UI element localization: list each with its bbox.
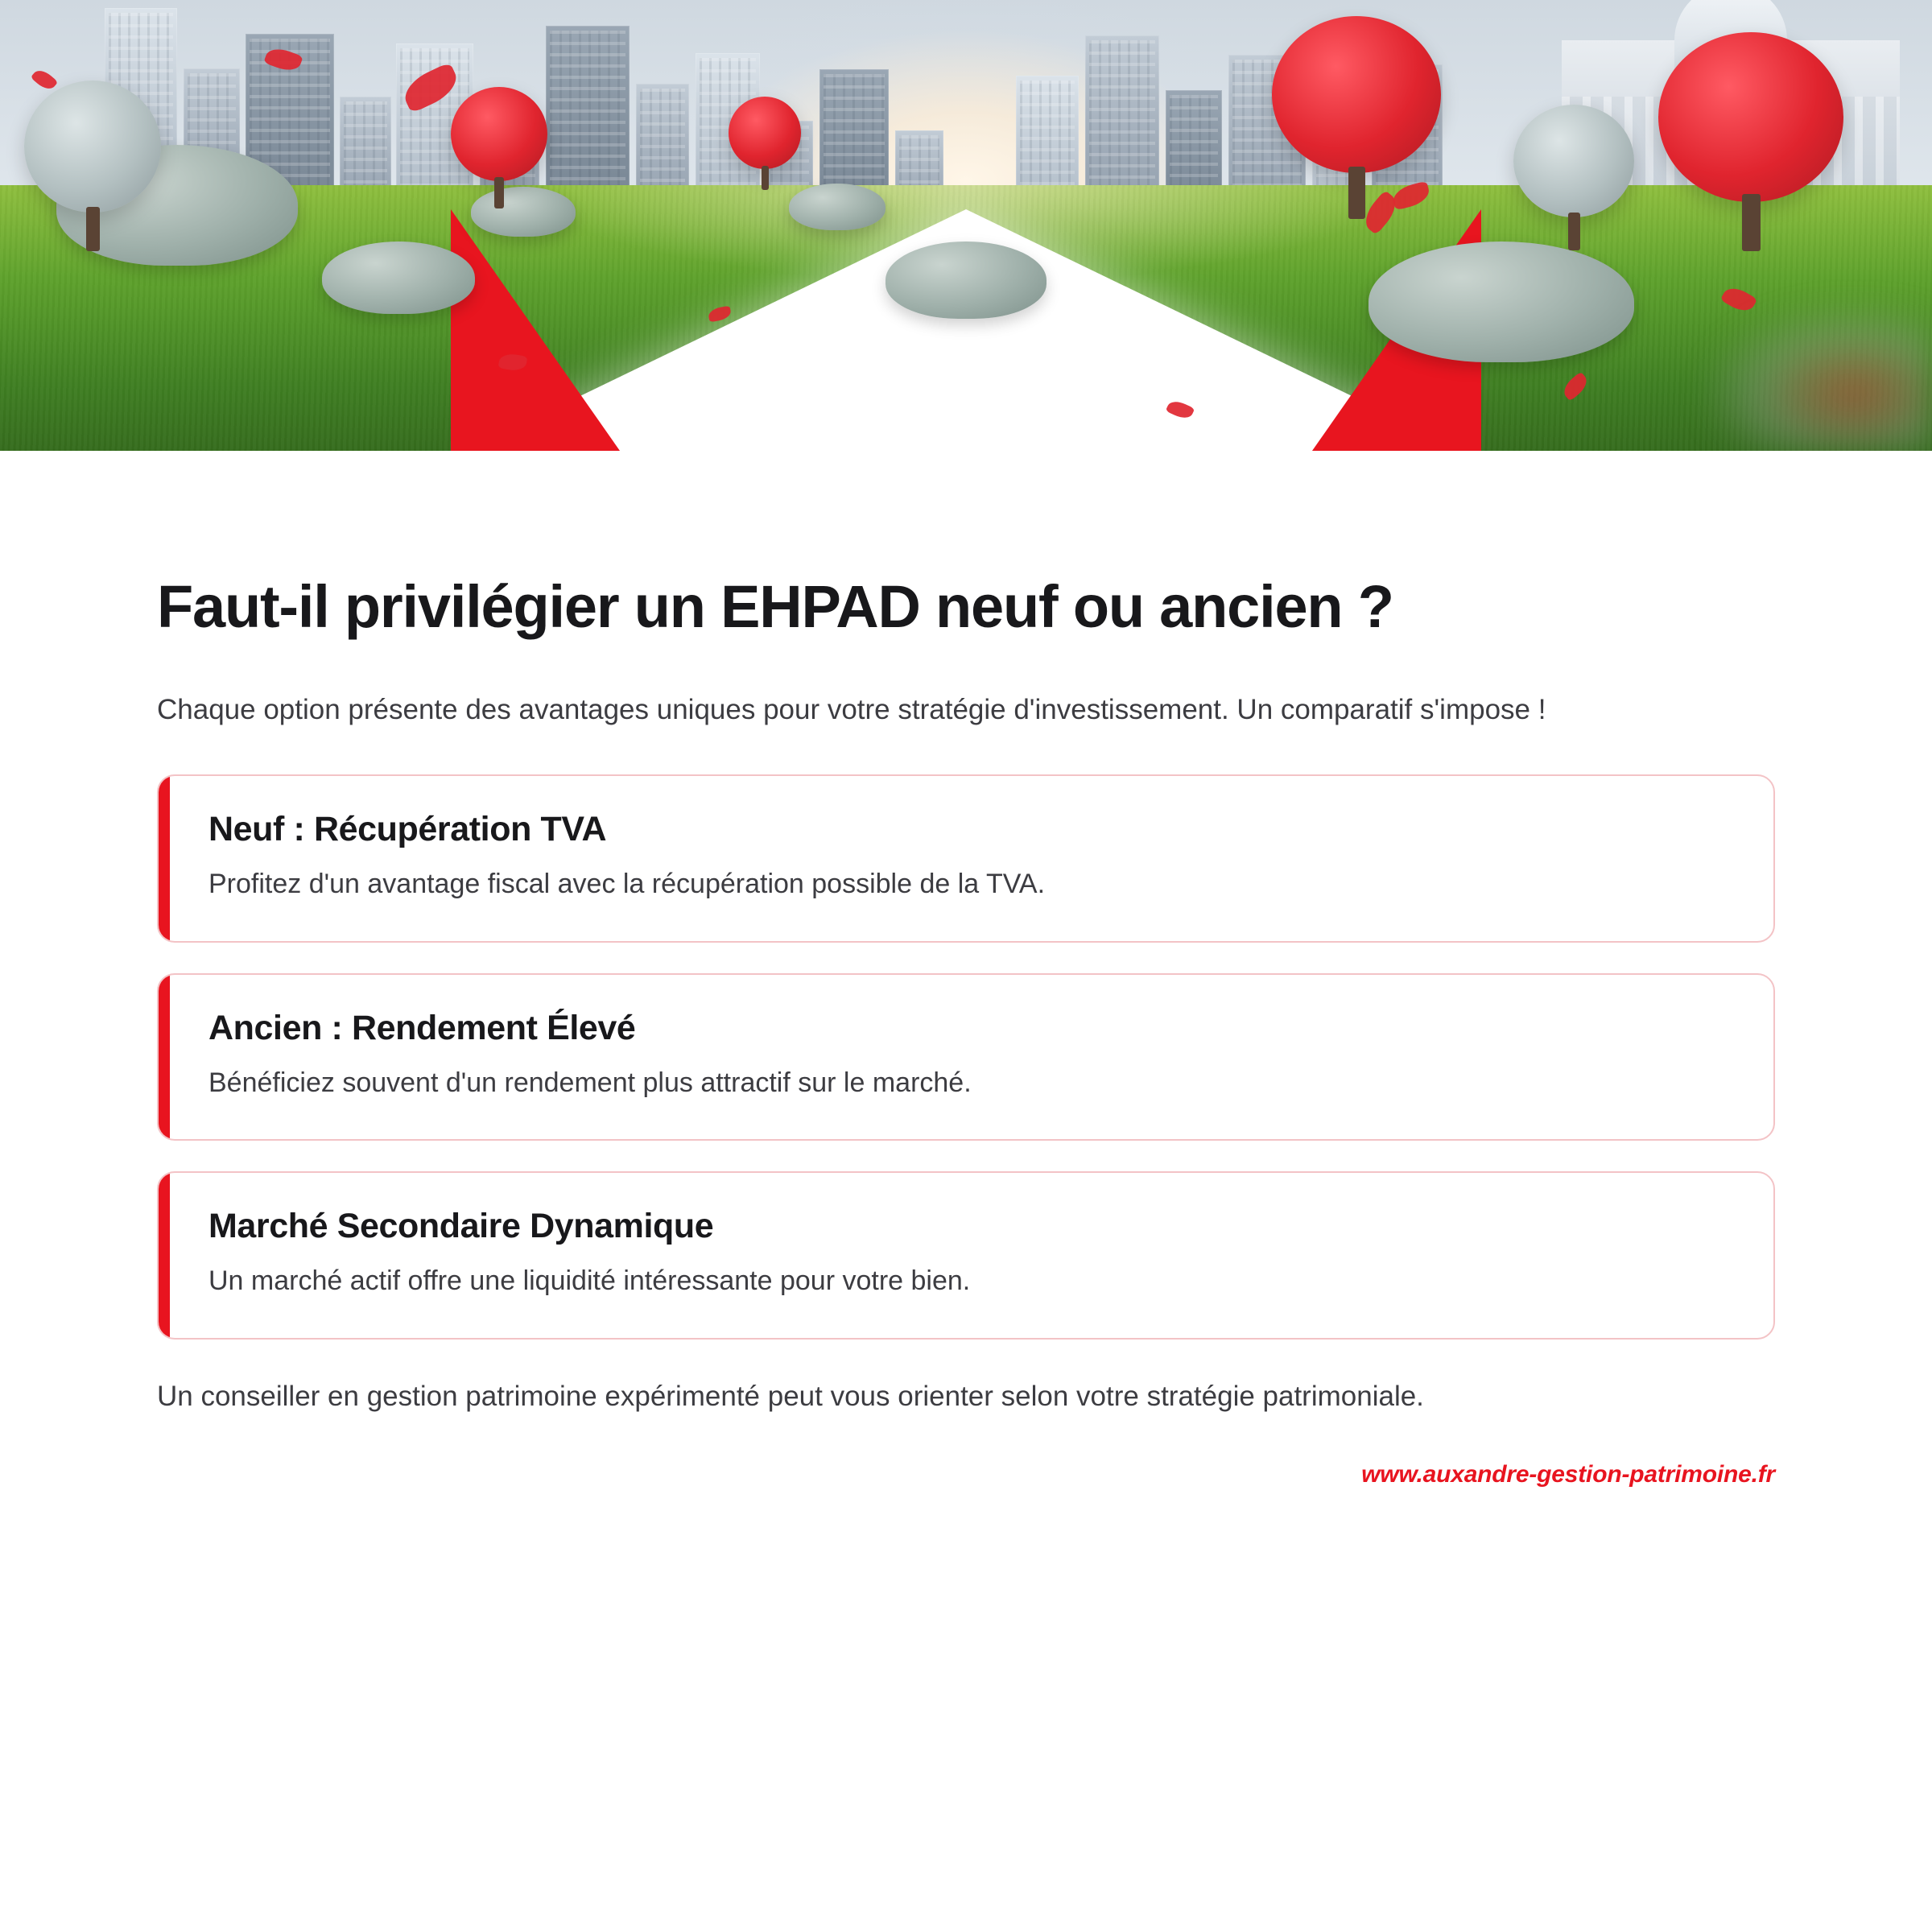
tree	[729, 97, 801, 189]
website-url[interactable]: www.auxandre-gestion-patrimoine.fr	[1361, 1460, 1775, 1488]
benefit-card-list	[157, 774, 1775, 1340]
accent-bar	[159, 1173, 170, 1338]
bush	[789, 184, 886, 230]
red-carpet-left	[451, 209, 620, 451]
benefit-card-description: Un marché actif offre une liquidité intéressante pour votre bien.	[208, 1265, 971, 1297]
footnote-text: Un conseiller en gestion patrimoine expérimenté peut vous orienter selon votre stratégie patrimoniale.	[157, 1380, 1424, 1412]
page-title: Faut-il privilégier un EHPAD neuf ou ancien ?	[157, 573, 1393, 640]
tree	[1513, 105, 1634, 250]
page-subtitle: Chaque option présente des avantages uniques pour votre stratégie d'investissement. Un comparatif s'impose !	[157, 694, 1546, 726]
benefit-card-title: Marché Secondaire Dynamique	[208, 1207, 714, 1246]
bush	[1368, 242, 1634, 362]
benefit-card-description: Profitez d'un avantage fiscal avec la récupération possible de la TVA.	[208, 869, 1046, 900]
lens-blur-overlay	[1707, 306, 1932, 451]
benefit-card	[157, 1171, 1775, 1340]
tree	[1658, 32, 1843, 250]
hero-image	[0, 0, 1932, 451]
benefit-card-title: Ancien : Rendement Élevé	[208, 1008, 636, 1047]
accent-bar	[159, 776, 170, 941]
tree	[451, 87, 547, 208]
benefit-card	[157, 774, 1775, 943]
benefit-card-title: Neuf : Récupération TVA	[208, 810, 607, 849]
benefit-card	[157, 973, 1775, 1141]
bush	[886, 242, 1046, 319]
tree	[24, 80, 161, 250]
benefit-card-description: Bénéficiez souvent d'un rendement plus attractif sur le marché.	[208, 1067, 972, 1098]
article-content	[0, 451, 1932, 1488]
accent-bar	[159, 975, 170, 1140]
bush	[322, 242, 475, 314]
